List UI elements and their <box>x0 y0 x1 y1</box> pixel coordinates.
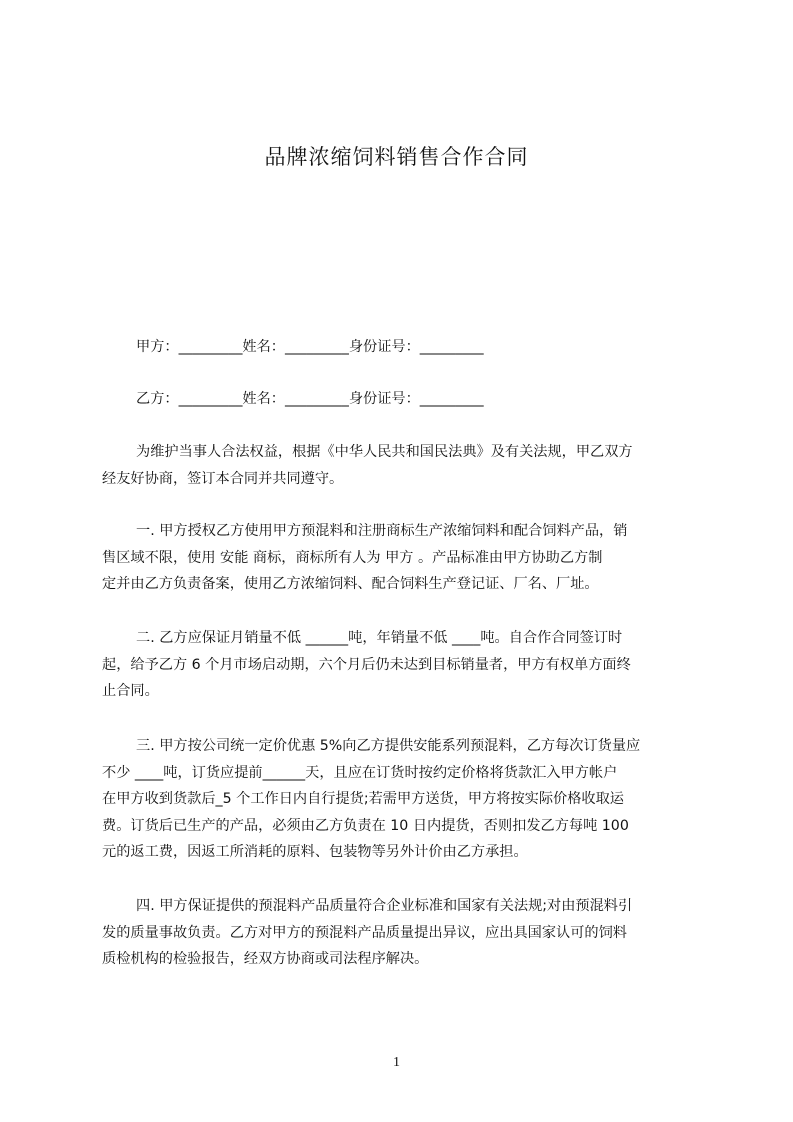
document-title: 品牌浓缩饲料销售合作合同 <box>264 145 529 169</box>
paragraph-line: 经友好协商，签订本合同并共同遵守。 <box>102 470 344 487</box>
paragraph-line: 质检机构的检验报告，经双方协商或司法程序解决。 <box>102 951 429 967</box>
clause-2-paragraph <box>102 625 700 705</box>
paragraph-line: 不少 ____吨，订货应提前______天，且应在订货时按约定价格将货款汇入甲方帐户 <box>102 764 618 781</box>
paragraph-line: 售区域不限，使用 安能 商标，商标所有人为 甲方 。产品标准由甲方协助乙方制 <box>102 549 603 566</box>
page-number: 1 <box>393 1055 400 1070</box>
paragraph-line: 发的质量事故负责。乙方对甲方的预混料产品质量提出异议，应出具国家认可的饲料 <box>102 924 627 941</box>
paragraph-line: 为维护当事人合法权益，根据《中华人民共和国民法典》及有关法规，甲乙双方 <box>136 444 633 460</box>
paragraph-line: 定并由乙方负责备案，使用乙方浓缩饲料、配合饲料生产登记证、厂名、厂址。 <box>102 576 599 592</box>
paragraph-line: 二. 乙方应保证月销量不低 ______吨，年销量不低 ____吨。自合作合同签订时 <box>136 630 623 646</box>
paragraph-line: 元的返工费，因返工所消耗的原料、包装物等另外计价由乙方承担。 <box>102 844 528 860</box>
paragraph-line: 起，给予乙方 6 个月市场启动期，六个月后仍未达到目标销量者，甲方有权单方面终 <box>102 656 631 673</box>
paragraph-line: 在甲方收到货款后_5 个工作日内自行提货;若需甲方送货，甲方将按实际价格收取运 <box>102 791 624 807</box>
clause-1-paragraph <box>102 518 700 598</box>
paragraph-line: 一. 甲方授权乙方使用甲方预混料和注册商标生产浓缩饲料和配合饲料产品，销 <box>136 523 628 539</box>
paragraph-line: 止合同。 <box>102 683 159 699</box>
preamble-paragraph <box>102 439 700 492</box>
paragraph-line: 费。订货后已生产的产品，必须由乙方负责在 10 日内提货，否则扣发乙方每吨 100 <box>102 817 629 834</box>
clause-3-paragraph <box>102 733 700 866</box>
party-b-line: 乙方：_________姓名：_________身份证号：_________ <box>136 391 484 407</box>
clause-4-paragraph <box>102 893 700 973</box>
party-a-line: 甲方：_________姓名：_________身份证号：_________ <box>136 339 484 355</box>
paragraph-line: 三. 甲方按公司统一定价优惠 5%向乙方提供安能系列预混料，乙方每次订货量应 <box>136 738 641 754</box>
paragraph-line: 四. 甲方保证提供的预混料产品质量符合企业标准和国家有关法规;对由预混料引 <box>136 898 633 914</box>
